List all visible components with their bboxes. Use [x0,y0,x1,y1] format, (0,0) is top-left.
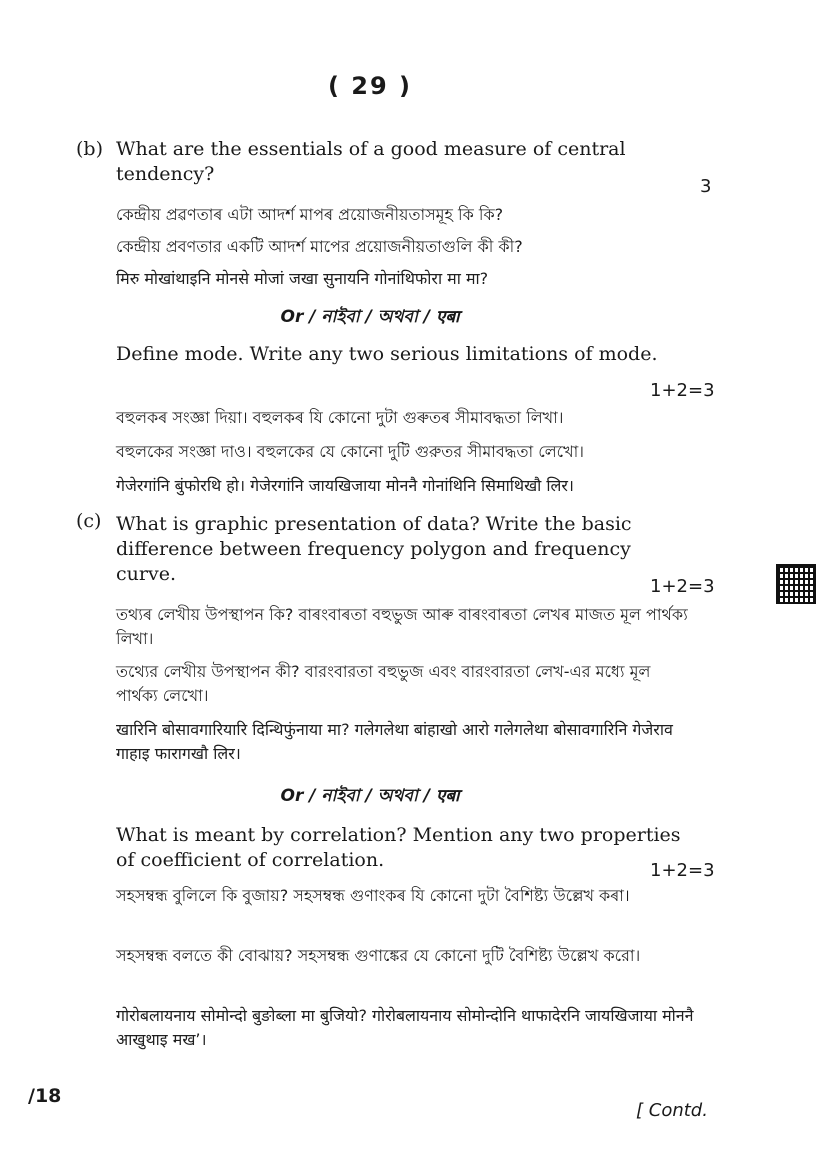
question-b-alt-bodo: गेजेरगांनि बुंफोरथि हो। गेजेरगांनि जायखिजाया मोननै गोनांथिनि सिमाथिखौ लिर। [116,476,575,495]
question-b-alt-assamese: বহুলকৰ সংজ্ঞা দিয়া। বহুলকৰ যি কোনো দুটা গুৰুতৰ সীমাবদ্ধতা লিখা। [116,408,564,427]
question-b-label: (b) [76,138,103,160]
or-divider-1: Or / নাইবা / অথবা / एबा [280,307,460,327]
question-c-alt-english [116,823,682,873]
question-b-assamese: কেন্দ্ৰীয় প্ৰৱণতাৰ এটা আদৰ্শ মাপৰ প্ৰয়োজনীয়তাসমূহ কি কি? [116,205,504,224]
question-b-marks: 3 [700,176,712,197]
question-b-alt-marks: 1+2=3 [650,380,715,401]
question-c-text: What is graphic presentation of data? Write the basic difference between frequency polygon and frequency curve. [116,513,632,585]
or-divider-2: Or / নাইবা / অথবা / एबा [280,786,460,806]
question-b-text: What are the essentials of a good measure of central tendency? [116,138,626,185]
question-c-alt-bodo: गोरोबलायनाय सोमोन्दो बुङोब्ला मा बुजियो? गोरोबलायनाय सोमोन्दोनि थाफादेरनि जायखिजाया मोननै आखुथाइ मख’। [116,1006,694,1049]
question-c-bengali: তথ্যের লেখীয় উপস্থাপন কী? বারংবারতা বহুভুজ এবং বারংবারতা লেখ-এর মধ্যে মূল পার্থক্য লেখো। [116,662,651,705]
question-b-bengali: কেন্দ্রীয় প্রবণতার একটি আদর্শ মাপের প্রয়োজনীয়তাগুলি কী কী? [116,237,523,256]
question-b-english [116,137,682,187]
question-c-english [116,512,682,587]
question-c-bodo: खारिनि बोसावगारियारि दिन्थिफुंनाया मा? गलेगलेथा बांहाखो आरो गलेगलेथा बोसावगारिनि गेजेराव गाहाइ फारागखौ लिर। [116,720,673,763]
qr-code-icon [776,564,816,604]
continued-label: [ Contd. [636,1100,708,1121]
question-b-alt-english [116,342,682,367]
question-b-bodo: मिरु मोखांथाइनि मोनसे मोजां जखा सुनायनि गोनांथिफोरा मा मा? [116,269,489,288]
question-c-alt-text: What is meant by correlation? Mention any two properties of coefficient of correlation. [116,824,681,871]
question-c-assamese: তথ্যৰ লেখীয় উপস্থাপন কি? বাৰংবাৰতা বহুভুজ আৰু বাৰংবাৰতা লেখৰ মাজত মূল পাৰ্থক্য লিখা। [116,605,688,648]
question-c-label: (c) [76,510,102,532]
page-number: ( 29 ) [327,72,413,100]
question-c-alt-assamese: সহসম্বন্ধ বুলিলে কি বুজায়? সহসম্বন্ধ গুণাংকৰ যি কোনো দুটা বৈশিষ্ট্য উল্লেখ কৰা। [116,886,630,905]
question-b-alt-text: Define mode. Write any two serious limitations of mode. [116,343,658,365]
paper-code: /18 [28,1085,62,1107]
question-c-alt-bengali: সহসম্বন্ধ বলতে কী বোঝায়? সহসম্বন্ধ গুণাঙ্কের যে কোনো দুটি বৈশিষ্ট্য উল্লেখ করো। [116,946,641,965]
question-c-alt-marks: 1+2=3 [650,860,715,881]
question-b-alt-bengali: বহুলকের সংজ্ঞা দাও। বহুলকের যে কোনো দুটি গুরুতর সীমাবদ্ধতা লেখো। [116,442,584,461]
question-c-marks: 1+2=3 [650,576,715,597]
